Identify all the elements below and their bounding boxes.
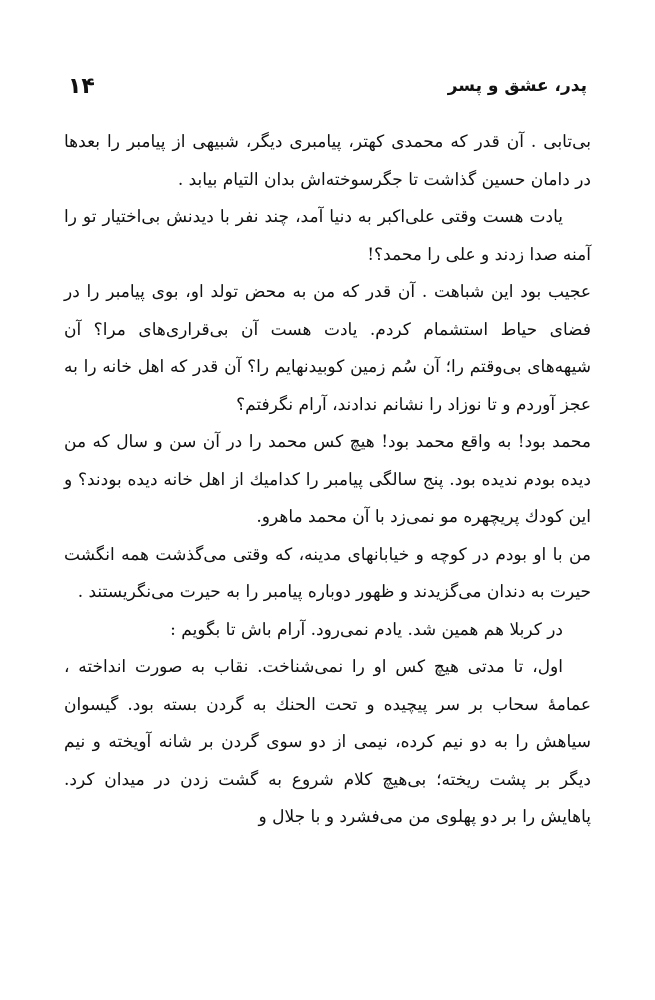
paragraph: در کربلا هم همین شد. یادم نمی‌رود. آرام باش تا بگویم : bbox=[170, 619, 563, 640]
paragraph: من با او بودم در کوچه و خیابانهای مدینه، که وقتی می‌گذشت همه انگشت حیرت به دندان می‌گزیدند و ظهور دوباره پیامبر را به حیرت می‌نگریستند . bbox=[64, 544, 591, 602]
paragraph: یادت هست وقتی علی‌اکبر به دنیا آمد، چند نفر با دیدنش بی‌اختیار تو را آمنه صدا زدند و علی را محمد؟! bbox=[64, 207, 591, 265]
page-number: ۱۴ bbox=[68, 73, 95, 99]
running-head bbox=[68, 70, 587, 102]
book-title: پدر، عشق و پسر bbox=[447, 76, 587, 96]
paragraph: بی‌تابی . آن قدر که محمدی کهتر، پیامبری دیگر، شبیهی از پیامبر را بعدها در دامان حسین گذاشت تا جگرسوخته‌اش بدان التیام بیابد . bbox=[64, 132, 591, 190]
body-text bbox=[64, 124, 591, 837]
paragraph: محمد بود! به واقع محمد بود! هیچ کس محمد را در آن سن و سال که من دیده بودم ندیده بود. پنج سالگی پیامبر را کدامیك از اهل خانه دیده بودند؟ و این کودك پریچهره مو نمی‌زد با آن محمد ماهرو. bbox=[64, 432, 591, 527]
paragraph: عجیب بود این شباهت . آن قدر که من به محض تولد او، بوی پیامبر را در فضای حیاط استشمام کردم. یادت هست آن بی‌قراری‌های مرا؟ آن شیهه‌های بی‌وقتم را؛ آن سُم زمین کوبیدنهایم را؟ آن قدر که اهل خانه را به عجز آوردم و تا نوزاد را نشانم ندادند، آرام نگرفتم؟ bbox=[64, 282, 591, 415]
paragraph: اول، تا مدتی هیچ کس او را نمی‌شناخت. نقاب به صورت انداخته ، عمامهٔ سحاب بر سر پیچیده و تحت الحنك به گردن بسته بود. گیسوان سیاهش را به دو نیم کرده، نیمی از دو سوی گردن بر شانه آویخته و نیم دیگر بر پشت ریخته؛ بی‌هیچ کلام شروع به گشت زدن در میدان کرد. پاهایش را بر دو پهلوی من می‌فشرد و با جلال و bbox=[64, 657, 591, 827]
